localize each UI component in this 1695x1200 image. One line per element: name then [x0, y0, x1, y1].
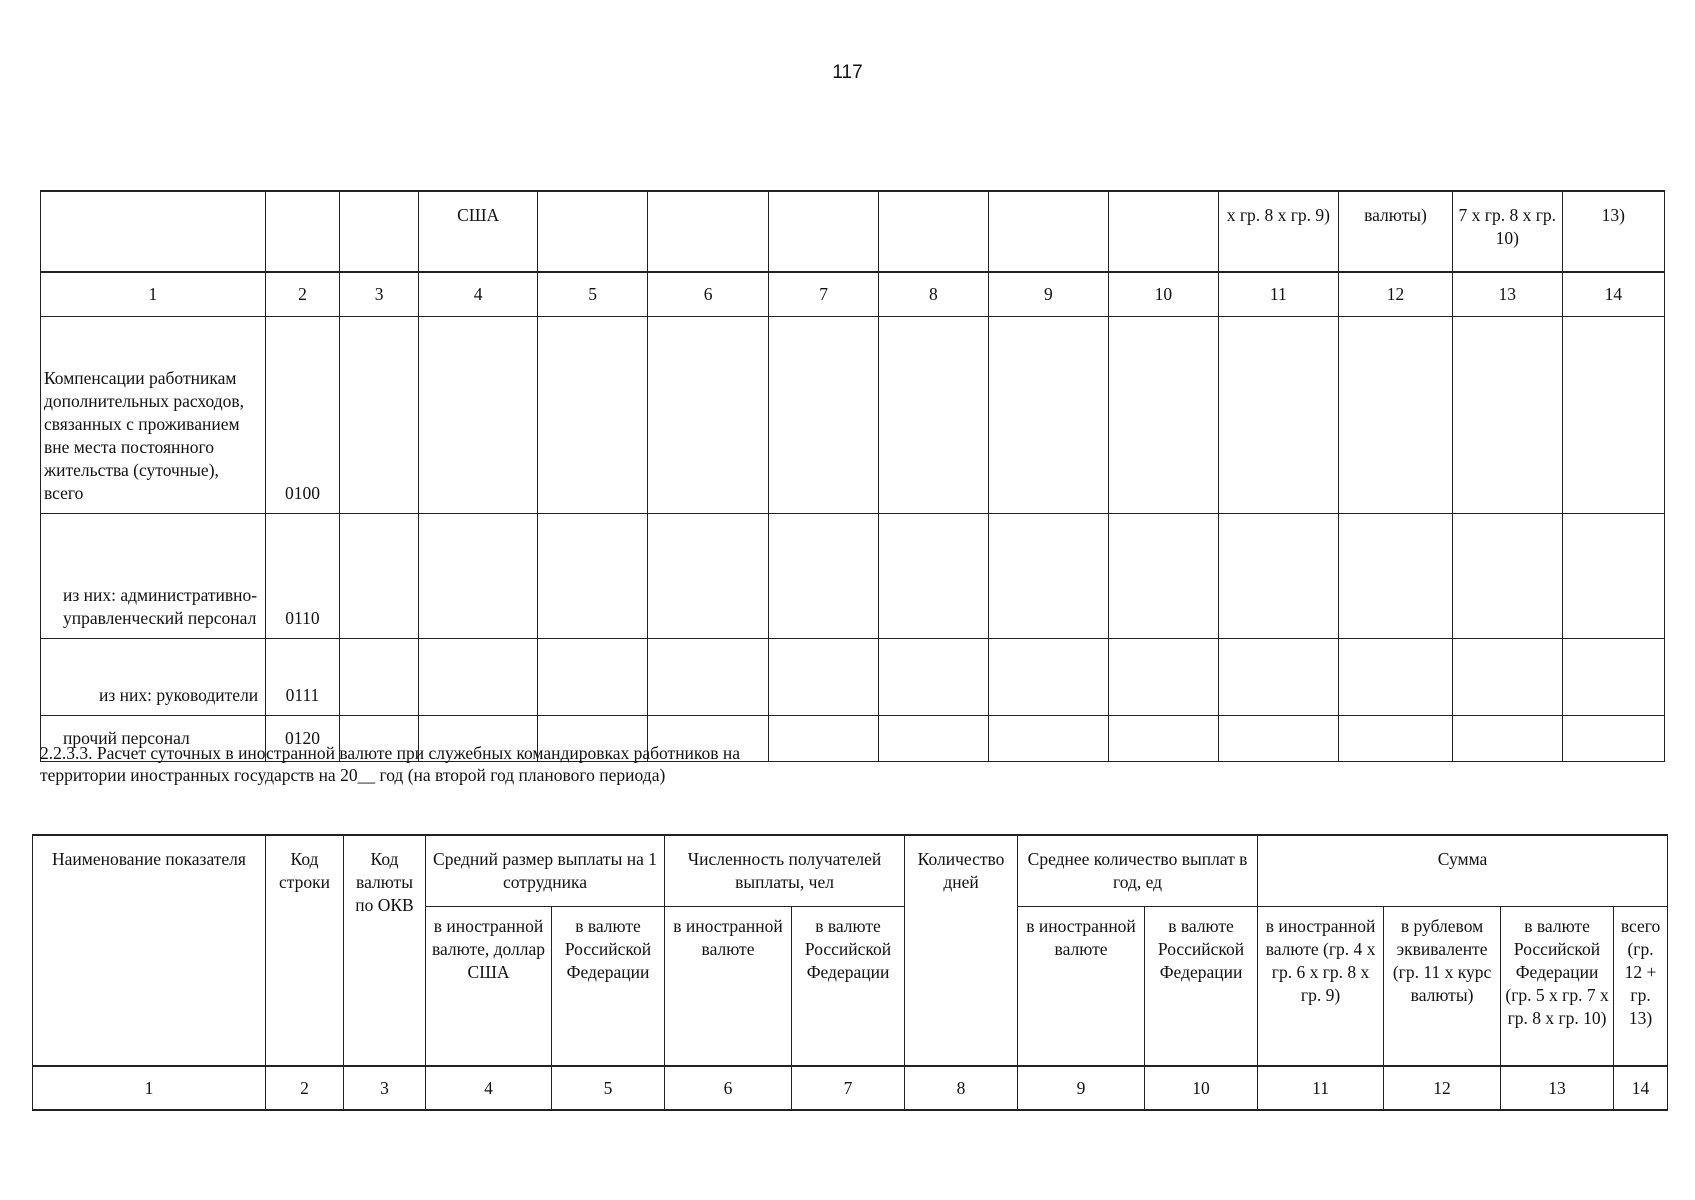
column-number: 1	[33, 1066, 266, 1110]
header-row	[33, 835, 1668, 907]
subheader-cell: в валюте Российской Федерации (гр. 5 х гр. 7 х гр. 8 х гр. 10)	[1501, 907, 1614, 1067]
data-cell[interactable]	[988, 514, 1108, 639]
header-cell: валюты)	[1339, 191, 1453, 272]
row-code: 0100	[265, 317, 340, 514]
column-number: 5	[538, 272, 648, 317]
column-number: 1	[41, 272, 266, 317]
section-title: 2.2.3.3. Расчет суточных в иностранной валюте при служебных командировках работников на территории иностранных государств на 20__ год (на второй год планового периода)	[40, 743, 741, 785]
data-cell[interactable]	[1218, 639, 1338, 716]
data-cell[interactable]	[1218, 716, 1338, 762]
data-cell[interactable]	[1339, 514, 1453, 639]
data-cell[interactable]	[647, 514, 768, 639]
column-numbers-row	[33, 1066, 1668, 1110]
header-cell	[647, 191, 768, 272]
subheader-cell: в иностранной валюте	[1018, 907, 1145, 1067]
data-cell[interactable]	[879, 716, 989, 762]
column-number: 10	[1145, 1066, 1258, 1110]
data-cell[interactable]	[647, 639, 768, 716]
column-number: 7	[792, 1066, 905, 1110]
header-days: Количество дней	[905, 835, 1018, 1066]
header-cell: США	[419, 191, 538, 272]
column-number: 4	[426, 1066, 552, 1110]
row-name: из них: руководители	[41, 639, 266, 716]
column-number: 9	[1018, 1066, 1145, 1110]
table-daily-allowance-continued	[40, 190, 1665, 762]
column-number: 8	[879, 272, 989, 317]
data-cell[interactable]	[1339, 317, 1453, 514]
data-cell[interactable]	[769, 639, 879, 716]
header-avg-payment: Средний размер выплаты на 1 сотрудника	[426, 835, 665, 907]
column-number: 5	[552, 1066, 665, 1110]
column-number: 8	[905, 1066, 1018, 1110]
data-cell[interactable]	[340, 514, 419, 639]
row-name: Компенсации работникам дополнительных расходов, связанных с проживанием вне места постоянного жительства (суточные), всего	[41, 317, 266, 514]
subheader-cell: в иностранной валюте, доллар США	[426, 907, 552, 1067]
data-cell[interactable]	[1109, 716, 1219, 762]
column-number: 6	[647, 272, 768, 317]
column-number: 12	[1384, 1066, 1501, 1110]
data-cell[interactable]	[879, 317, 989, 514]
header-recipients: Численность получателей выплаты, чел	[665, 835, 905, 907]
data-cell[interactable]	[1452, 716, 1562, 762]
data-cell[interactable]	[538, 317, 648, 514]
subheader-cell: в иностранной валюте (гр. 4 х гр. 6 х гр. 8 х гр. 9)	[1258, 907, 1384, 1067]
column-number: 11	[1218, 272, 1338, 317]
header-sum: Сумма	[1258, 835, 1668, 907]
column-number: 2	[266, 1066, 344, 1110]
data-cell[interactable]	[879, 514, 989, 639]
data-cell[interactable]	[879, 639, 989, 716]
column-number: 10	[1109, 272, 1219, 317]
header-cell	[879, 191, 989, 272]
table-daily-allowance-foreign	[32, 834, 1668, 1111]
subheader-cell: всего (гр. 12 + гр. 13)	[1614, 907, 1668, 1067]
table-row	[41, 639, 1665, 716]
column-number: 3	[344, 1066, 426, 1110]
row-code: 0110	[265, 514, 340, 639]
header-continuation-row	[41, 191, 1665, 272]
header-cell	[265, 191, 340, 272]
data-cell[interactable]	[1339, 716, 1453, 762]
data-cell[interactable]	[1562, 317, 1664, 514]
data-cell[interactable]	[769, 317, 879, 514]
data-cell[interactable]	[538, 639, 648, 716]
row-name: из них: административно-управленческий персонал	[41, 514, 266, 639]
header-cell: 13)	[1562, 191, 1664, 272]
column-number: 9	[988, 272, 1108, 317]
data-cell[interactable]	[1109, 317, 1219, 514]
column-number: 13	[1452, 272, 1562, 317]
column-number: 2	[265, 272, 340, 317]
data-cell[interactable]	[340, 317, 419, 514]
column-number: 13	[1501, 1066, 1614, 1110]
data-cell[interactable]	[988, 639, 1108, 716]
column-number: 6	[665, 1066, 792, 1110]
subheader-cell: в рублевом эквиваленте (гр. 11 х курс валюты)	[1384, 907, 1501, 1067]
data-cell[interactable]	[1218, 317, 1338, 514]
header-cell	[538, 191, 648, 272]
data-cell[interactable]	[647, 317, 768, 514]
data-cell[interactable]	[538, 514, 648, 639]
column-number: 11	[1258, 1066, 1384, 1110]
header-cell	[340, 191, 419, 272]
header-cell	[988, 191, 1108, 272]
column-numbers-row	[41, 272, 1665, 317]
table-row	[41, 514, 1665, 639]
data-cell[interactable]	[1562, 716, 1664, 762]
data-cell[interactable]	[1339, 639, 1453, 716]
row-code: 0111	[265, 639, 340, 716]
header-currency-code: Код валюты по ОКВ	[344, 835, 426, 1066]
header-cell	[1109, 191, 1219, 272]
header-cell: 7 х гр. 8 х гр. 10)	[1452, 191, 1562, 272]
header-cell	[41, 191, 266, 272]
subheader-cell: в валюте Российской Федерации	[1145, 907, 1258, 1067]
row-name: прочий персонал	[41, 716, 266, 762]
data-cell[interactable]	[340, 639, 419, 716]
column-number: 14	[1562, 272, 1664, 317]
subheader-cell: в валюте Российской Федерации	[792, 907, 905, 1067]
row-code: 0120	[265, 716, 340, 762]
data-cell[interactable]	[769, 514, 879, 639]
column-number: 4	[419, 272, 538, 317]
data-cell[interactable]	[1562, 514, 1664, 639]
data-cell[interactable]	[988, 716, 1108, 762]
header-cell	[769, 191, 879, 272]
header-avg-count: Среднее количество выплат в год, ед	[1018, 835, 1258, 907]
table-row	[41, 317, 1665, 514]
data-cell[interactable]	[1452, 639, 1562, 716]
column-number: 7	[769, 272, 879, 317]
data-cell[interactable]	[1562, 639, 1664, 716]
data-cell[interactable]	[419, 639, 538, 716]
data-cell[interactable]	[1218, 514, 1338, 639]
header-cell: х гр. 8 х гр. 9)	[1218, 191, 1338, 272]
page-number: 117	[832, 62, 863, 83]
subheader-cell: в иностранной валюте	[665, 907, 792, 1067]
data-cell[interactable]	[1452, 317, 1562, 514]
data-cell[interactable]	[1452, 514, 1562, 639]
data-cell[interactable]	[1109, 514, 1219, 639]
column-number: 12	[1339, 272, 1453, 317]
data-cell[interactable]	[419, 514, 538, 639]
data-cell[interactable]	[1109, 639, 1219, 716]
column-number: 14	[1614, 1066, 1668, 1110]
column-number: 3	[340, 272, 419, 317]
header-code: Код строки	[266, 835, 344, 1066]
data-cell[interactable]	[988, 317, 1108, 514]
header-name: Наименование показателя	[33, 835, 266, 1066]
data-cell[interactable]	[419, 317, 538, 514]
subheader-cell: в валюте Российской Федерации	[552, 907, 665, 1067]
